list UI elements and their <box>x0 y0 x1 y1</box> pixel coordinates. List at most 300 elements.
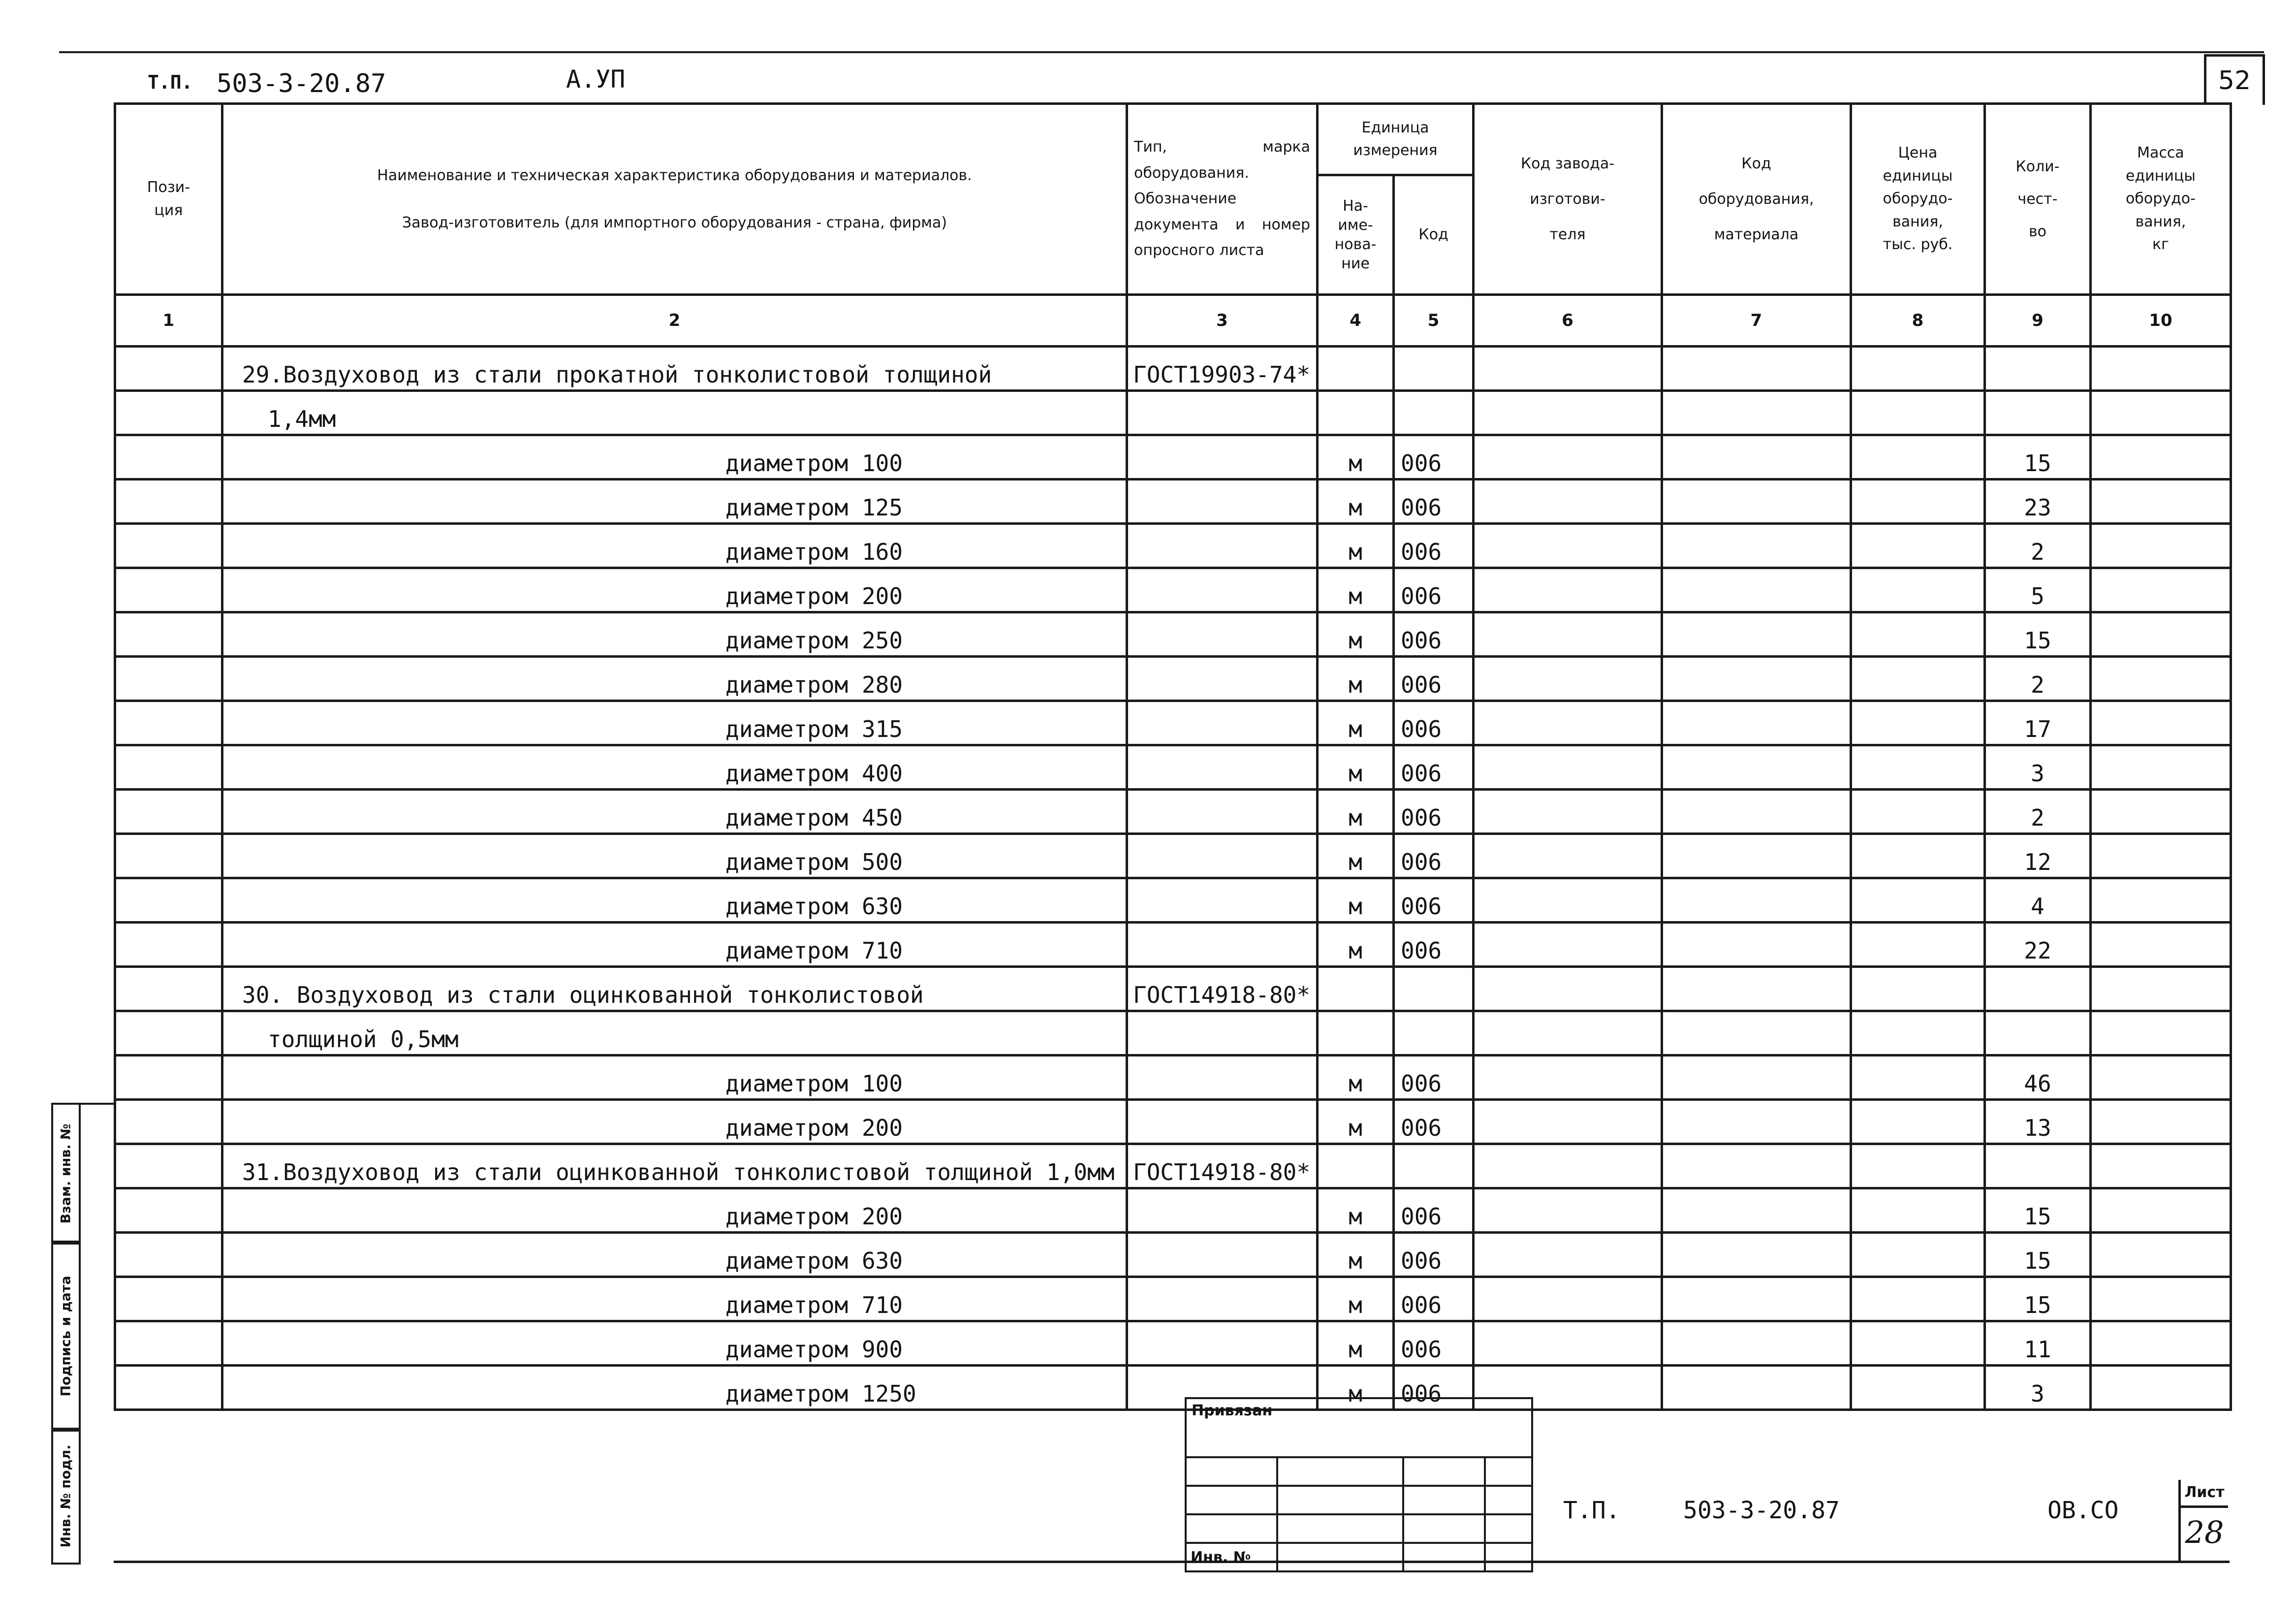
empty-cell <box>115 1321 222 1366</box>
empty-cell <box>115 923 222 967</box>
empty-cell <box>1662 923 1851 967</box>
empty-cell <box>1474 967 1662 1011</box>
empty-cell <box>1662 701 1851 745</box>
item-type <box>1127 790 1318 834</box>
empty-cell <box>1662 568 1851 612</box>
empty-cell <box>115 1233 222 1277</box>
item-name: диаметром 710 <box>222 923 1127 967</box>
item-type <box>1127 391 1318 435</box>
item-quantity: 15 <box>1985 1277 2091 1321</box>
item-unit <box>1318 391 1394 435</box>
table-row <box>115 657 2231 701</box>
item-name: диаметром 200 <box>222 1100 1127 1144</box>
item-unit: м <box>1318 568 1394 612</box>
item-quantity: 3 <box>1985 1366 2091 1410</box>
empty-cell <box>1474 1233 1662 1277</box>
item-name: диаметром 710 <box>222 1277 1127 1321</box>
empty-cell <box>1851 967 1985 1011</box>
empty-cell <box>1474 391 1662 435</box>
attachment-stamp <box>1185 1397 1533 1572</box>
empty-cell <box>115 1277 222 1321</box>
empty-cell <box>1474 480 1662 524</box>
empty-cell <box>1662 1366 1851 1410</box>
empty-cell <box>115 435 222 480</box>
table-row <box>115 612 2231 657</box>
empty-cell <box>1851 923 1985 967</box>
item-type <box>1127 568 1318 612</box>
item-type <box>1127 923 1318 967</box>
item-unit-code: 006 <box>1394 657 1474 701</box>
item-quantity: 11 <box>1985 1321 2091 1366</box>
empty-cell <box>115 568 222 612</box>
empty-cell <box>1662 1233 1851 1277</box>
item-quantity: 2 <box>1985 524 2091 568</box>
item-unit <box>1318 967 1394 1011</box>
empty-cell <box>2091 524 2231 568</box>
empty-cell <box>1474 745 1662 790</box>
empty-cell <box>1662 1055 1851 1100</box>
empty-cell <box>1474 878 1662 923</box>
table-row <box>115 480 2231 524</box>
empty-cell <box>115 480 222 524</box>
col-quantity-header: Коли- чест- во <box>1985 104 2091 295</box>
item-quantity: 15 <box>1985 612 2091 657</box>
item-quantity: 2 <box>1985 790 2091 834</box>
col-unit-name-header: На- име- нова- ние <box>1318 175 1394 295</box>
item-quantity: 15 <box>1985 1233 2091 1277</box>
empty-cell <box>1662 745 1851 790</box>
item-type <box>1127 480 1318 524</box>
item-unit: м <box>1318 1233 1394 1277</box>
empty-cell <box>1474 1321 1662 1366</box>
item-unit: м <box>1318 435 1394 480</box>
table-row <box>115 1011 2231 1055</box>
empty-cell <box>2091 1277 2231 1321</box>
col-number: 9 <box>1985 295 2091 347</box>
empty-cell <box>115 1055 222 1100</box>
col-number: 6 <box>1474 295 1662 347</box>
doc-prefix: Т.П. <box>148 71 193 93</box>
empty-cell <box>2091 347 2231 391</box>
empty-cell <box>1662 1144 1851 1188</box>
sheet-number: 28 <box>2185 1514 2224 1550</box>
table-row <box>115 967 2231 1011</box>
table-row <box>115 834 2231 878</box>
empty-cell <box>1474 834 1662 878</box>
empty-cell <box>115 701 222 745</box>
item-unit-code: 006 <box>1394 1321 1474 1366</box>
col-type-header: Тип, марка оборудования. Обозначение документа и номер опросного листа <box>1127 104 1318 295</box>
table-row <box>115 347 2231 391</box>
empty-cell <box>1851 1055 1985 1100</box>
empty-cell <box>2091 790 2231 834</box>
item-type <box>1127 878 1318 923</box>
empty-cell <box>1851 745 1985 790</box>
item-unit: м <box>1318 790 1394 834</box>
empty-cell <box>1851 834 1985 878</box>
col-number: 7 <box>1662 295 1851 347</box>
item-unit: м <box>1318 1321 1394 1366</box>
empty-cell <box>1474 1100 1662 1144</box>
item-unit: м <box>1318 745 1394 790</box>
item-type <box>1127 435 1318 480</box>
empty-cell <box>115 347 222 391</box>
item-unit-code <box>1394 1144 1474 1188</box>
item-unit: м <box>1318 834 1394 878</box>
item-name: 31.Воздуховод из стали оцинкованной тонколистовой толщиной 1,0мм <box>222 1144 1127 1188</box>
empty-cell <box>1851 701 1985 745</box>
stamp-doc-code: 503-3-20.87 <box>1683 1497 1840 1524</box>
empty-cell <box>1474 790 1662 834</box>
item-type: ГОСТ19903-74* <box>1127 347 1318 391</box>
inv-label: Инв. № <box>1186 1543 1277 1571</box>
col-number: 5 <box>1394 295 1474 347</box>
item-name: диаметром 200 <box>222 568 1127 612</box>
empty-cell <box>1851 480 1985 524</box>
sidebar-inv-orig: Инв. № подл. <box>51 1428 81 1565</box>
empty-cell <box>2091 834 2231 878</box>
empty-cell <box>2091 967 2231 1011</box>
empty-cell <box>1662 391 1851 435</box>
table-row <box>115 391 2231 435</box>
item-name: диаметром 160 <box>222 524 1127 568</box>
empty-cell <box>2091 1144 2231 1188</box>
item-unit-code: 006 <box>1394 1100 1474 1144</box>
empty-cell <box>1662 1277 1851 1321</box>
item-unit: м <box>1318 1055 1394 1100</box>
item-quantity: 15 <box>1985 435 2091 480</box>
item-quantity: 4 <box>1985 878 2091 923</box>
item-quantity: 22 <box>1985 923 2091 967</box>
item-type <box>1127 524 1318 568</box>
item-name: диаметром 630 <box>222 878 1127 923</box>
item-name: толщиной 0,5мм <box>222 1011 1127 1055</box>
item-unit-code: 006 <box>1394 1277 1474 1321</box>
item-unit-code: 006 <box>1394 612 1474 657</box>
empty-cell <box>1474 923 1662 967</box>
table-row <box>115 568 2231 612</box>
empty-cell <box>1851 391 1985 435</box>
item-unit: м <box>1318 612 1394 657</box>
item-unit-code: 006 <box>1394 1233 1474 1277</box>
item-unit-code: 006 <box>1394 435 1474 480</box>
sidebar-sign-date: Подпись и дата <box>51 1241 81 1432</box>
empty-cell <box>1851 878 1985 923</box>
col-factory-code-header: Код завода- изготови- теля <box>1474 104 1662 295</box>
item-unit-code <box>1394 347 1474 391</box>
item-quantity: 23 <box>1985 480 2091 524</box>
empty-cell <box>2091 1011 2231 1055</box>
page-number-box <box>2204 54 2265 105</box>
item-unit: м <box>1318 878 1394 923</box>
item-type <box>1127 1100 1318 1144</box>
empty-cell <box>1474 1055 1662 1100</box>
empty-cell <box>1474 568 1662 612</box>
col-number: 8 <box>1851 295 1985 347</box>
empty-cell <box>115 524 222 568</box>
item-name: диаметром 100 <box>222 1055 1127 1100</box>
item-quantity <box>1985 391 2091 435</box>
item-type <box>1127 701 1318 745</box>
empty-cell <box>2091 391 2231 435</box>
empty-cell <box>115 657 222 701</box>
item-unit-code: 006 <box>1394 701 1474 745</box>
empty-cell <box>2091 745 2231 790</box>
sheet-label: Лист <box>2181 1480 2228 1508</box>
sheet-box <box>2178 1480 2228 1561</box>
item-name: диаметром 400 <box>222 745 1127 790</box>
item-unit-code: 006 <box>1394 1188 1474 1233</box>
stamp-doc-prefix: Т.П. <box>1563 1497 1620 1524</box>
item-unit-code: 006 <box>1394 745 1474 790</box>
item-unit-code: 006 <box>1394 834 1474 878</box>
empty-cell <box>115 1011 222 1055</box>
col-name-header: Наименование и техническая характеристика оборудования и материалов. Завод-изготовитель (для импортного оборудования - страна, фирма) <box>222 104 1127 295</box>
item-name: 1,4мм <box>222 391 1127 435</box>
item-name: 30. Воздуховод из стали оцинкованной тонколистовой <box>222 967 1127 1011</box>
item-name: диаметром 500 <box>222 834 1127 878</box>
table-row <box>115 1100 2231 1144</box>
item-quantity: 12 <box>1985 834 2091 878</box>
stamp-mark: ОВ.СО <box>2047 1497 2119 1524</box>
col-number: 2 <box>222 295 1127 347</box>
empty-cell <box>1851 1011 1985 1055</box>
item-unit: м <box>1318 1188 1394 1233</box>
item-quantity <box>1985 347 2091 391</box>
empty-cell <box>1851 568 1985 612</box>
top-rule <box>59 51 2264 53</box>
empty-cell <box>2091 1233 2231 1277</box>
col-number: 4 <box>1318 295 1394 347</box>
item-unit-code: 006 <box>1394 1366 1474 1410</box>
table-row <box>115 878 2231 923</box>
empty-cell <box>1474 1188 1662 1233</box>
item-name: диаметром 450 <box>222 790 1127 834</box>
table-row <box>115 923 2231 967</box>
empty-cell <box>2091 701 2231 745</box>
empty-cell <box>1851 1144 1985 1188</box>
item-quantity: 13 <box>1985 1100 2091 1144</box>
attached-label: Привязан <box>1186 1398 1532 1457</box>
item-quantity: 17 <box>1985 701 2091 745</box>
empty-cell <box>1662 1100 1851 1144</box>
item-unit: м <box>1318 657 1394 701</box>
empty-cell <box>115 745 222 790</box>
empty-cell <box>1851 657 1985 701</box>
item-type <box>1127 1188 1318 1233</box>
empty-cell <box>2091 923 2231 967</box>
table-row <box>115 1144 2231 1188</box>
empty-cell <box>1662 347 1851 391</box>
item-unit: м <box>1318 1100 1394 1144</box>
empty-cell <box>1851 1366 1985 1410</box>
item-quantity: 5 <box>1985 568 2091 612</box>
item-type <box>1127 834 1318 878</box>
empty-cell <box>1851 1277 1985 1321</box>
item-unit-code <box>1394 967 1474 1011</box>
table-row <box>115 745 2231 790</box>
table-row <box>115 790 2231 834</box>
empty-cell <box>2091 1100 2231 1144</box>
item-type <box>1127 1233 1318 1277</box>
item-type <box>1127 1321 1318 1366</box>
item-type <box>1127 657 1318 701</box>
empty-cell <box>2091 1055 2231 1100</box>
item-name: 29.Воздуховод из стали прокатной тонколистовой толщиной <box>222 347 1127 391</box>
col-unit-group-header: Единица измерения <box>1318 104 1474 175</box>
empty-cell <box>1851 1188 1985 1233</box>
item-unit <box>1318 347 1394 391</box>
item-name: диаметром 250 <box>222 612 1127 657</box>
empty-cell <box>115 391 222 435</box>
empty-cell <box>115 878 222 923</box>
empty-cell <box>1662 1321 1851 1366</box>
empty-cell <box>2091 1188 2231 1233</box>
item-type <box>1127 1011 1318 1055</box>
empty-cell <box>1662 1188 1851 1233</box>
empty-cell <box>2091 657 2231 701</box>
empty-cell <box>1474 1011 1662 1055</box>
empty-cell <box>1662 657 1851 701</box>
empty-cell <box>115 834 222 878</box>
empty-cell <box>1851 435 1985 480</box>
empty-cell <box>1662 435 1851 480</box>
empty-cell <box>115 1366 222 1410</box>
empty-cell <box>1851 1321 1985 1366</box>
page-number: 52 <box>2218 66 2251 96</box>
item-name: диаметром 200 <box>222 1188 1127 1233</box>
table-row <box>115 1233 2231 1277</box>
table-row <box>115 524 2231 568</box>
empty-cell <box>115 967 222 1011</box>
item-unit: м <box>1318 1277 1394 1321</box>
empty-cell <box>1662 967 1851 1011</box>
empty-cell <box>1662 524 1851 568</box>
item-unit <box>1318 1011 1394 1055</box>
empty-cell <box>115 1100 222 1144</box>
item-unit: м <box>1318 701 1394 745</box>
item-name: диаметром 630 <box>222 1233 1127 1277</box>
empty-cell <box>115 1188 222 1233</box>
item-unit-code: 006 <box>1394 1055 1474 1100</box>
doc-code: 503-3-20.87 <box>217 69 386 98</box>
item-type: ГОСТ14918-80* <box>1127 967 1318 1011</box>
empty-cell <box>1662 480 1851 524</box>
item-unit-code: 006 <box>1394 790 1474 834</box>
item-quantity: 2 <box>1985 657 2091 701</box>
empty-cell <box>1851 524 1985 568</box>
item-unit-code: 006 <box>1394 923 1474 967</box>
table-row <box>115 1188 2231 1233</box>
table-row <box>115 1277 2231 1321</box>
empty-cell <box>2091 878 2231 923</box>
empty-cell <box>115 790 222 834</box>
empty-cell <box>1851 347 1985 391</box>
item-quantity: 3 <box>1985 745 2091 790</box>
col-price-header: Цена единицы оборудо- вания, тыс. руб. <box>1851 104 1985 295</box>
empty-cell <box>2091 1366 2231 1410</box>
empty-cell <box>1474 701 1662 745</box>
item-unit-code <box>1394 391 1474 435</box>
empty-cell <box>1662 834 1851 878</box>
empty-cell <box>2091 1321 2231 1366</box>
col-number: 3 <box>1127 295 1318 347</box>
empty-cell <box>2091 435 2231 480</box>
empty-cell <box>1851 1100 1985 1144</box>
empty-cell <box>115 1144 222 1188</box>
empty-cell <box>1662 612 1851 657</box>
sidebar-inv-exchange: Взам. инв. № <box>51 1103 81 1245</box>
empty-cell <box>1474 657 1662 701</box>
empty-cell <box>1851 790 1985 834</box>
item-name: диаметром 1250 <box>222 1366 1127 1410</box>
col-number: 10 <box>2091 295 2231 347</box>
item-type <box>1127 1055 1318 1100</box>
item-unit-code <box>1394 1011 1474 1055</box>
empty-cell <box>115 612 222 657</box>
item-unit-code: 006 <box>1394 480 1474 524</box>
empty-cell <box>1474 1277 1662 1321</box>
album-label: А.УП <box>566 65 626 94</box>
col-unit-code-header: Код <box>1394 175 1474 295</box>
col-position-header: Пози- ция <box>115 104 222 295</box>
col-number: 1 <box>115 295 222 347</box>
item-name: диаметром 100 <box>222 435 1127 480</box>
item-unit <box>1318 1144 1394 1188</box>
specification-table <box>114 102 2232 1411</box>
item-quantity: 46 <box>1985 1055 2091 1100</box>
item-quantity <box>1985 1011 2091 1055</box>
empty-cell <box>1474 347 1662 391</box>
empty-cell <box>2091 480 2231 524</box>
empty-cell <box>1662 878 1851 923</box>
item-unit-code: 006 <box>1394 524 1474 568</box>
item-type <box>1127 612 1318 657</box>
item-name: диаметром 280 <box>222 657 1127 701</box>
item-unit: м <box>1318 923 1394 967</box>
empty-cell <box>1474 1144 1662 1188</box>
item-unit: м <box>1318 524 1394 568</box>
empty-cell <box>1662 1011 1851 1055</box>
table-row <box>115 1366 2231 1410</box>
empty-cell <box>1474 524 1662 568</box>
bottom-frame-line <box>114 1561 2230 1563</box>
item-unit-code: 006 <box>1394 878 1474 923</box>
item-quantity: 15 <box>1985 1188 2091 1233</box>
sidebar-spine <box>77 1103 114 1105</box>
empty-cell <box>1851 1233 1985 1277</box>
col-mass-header: Масса единицы оборудо- вания, кг <box>2091 104 2231 295</box>
empty-cell <box>1662 790 1851 834</box>
empty-cell <box>1474 612 1662 657</box>
item-quantity <box>1985 967 2091 1011</box>
empty-cell <box>1474 435 1662 480</box>
table-row <box>115 1055 2231 1100</box>
item-name: диаметром 900 <box>222 1321 1127 1366</box>
table-row <box>115 701 2231 745</box>
col-equipment-code-header: Код оборудования, материала <box>1662 104 1851 295</box>
item-unit-code: 006 <box>1394 568 1474 612</box>
table-row <box>115 1321 2231 1366</box>
empty-cell <box>2091 568 2231 612</box>
item-type <box>1127 1277 1318 1321</box>
item-unit: м <box>1318 480 1394 524</box>
empty-cell <box>2091 612 2231 657</box>
item-type: ГОСТ14918-80* <box>1127 1144 1318 1188</box>
item-name: диаметром 315 <box>222 701 1127 745</box>
item-quantity <box>1985 1144 2091 1188</box>
item-unit: м <box>1318 1366 1394 1410</box>
